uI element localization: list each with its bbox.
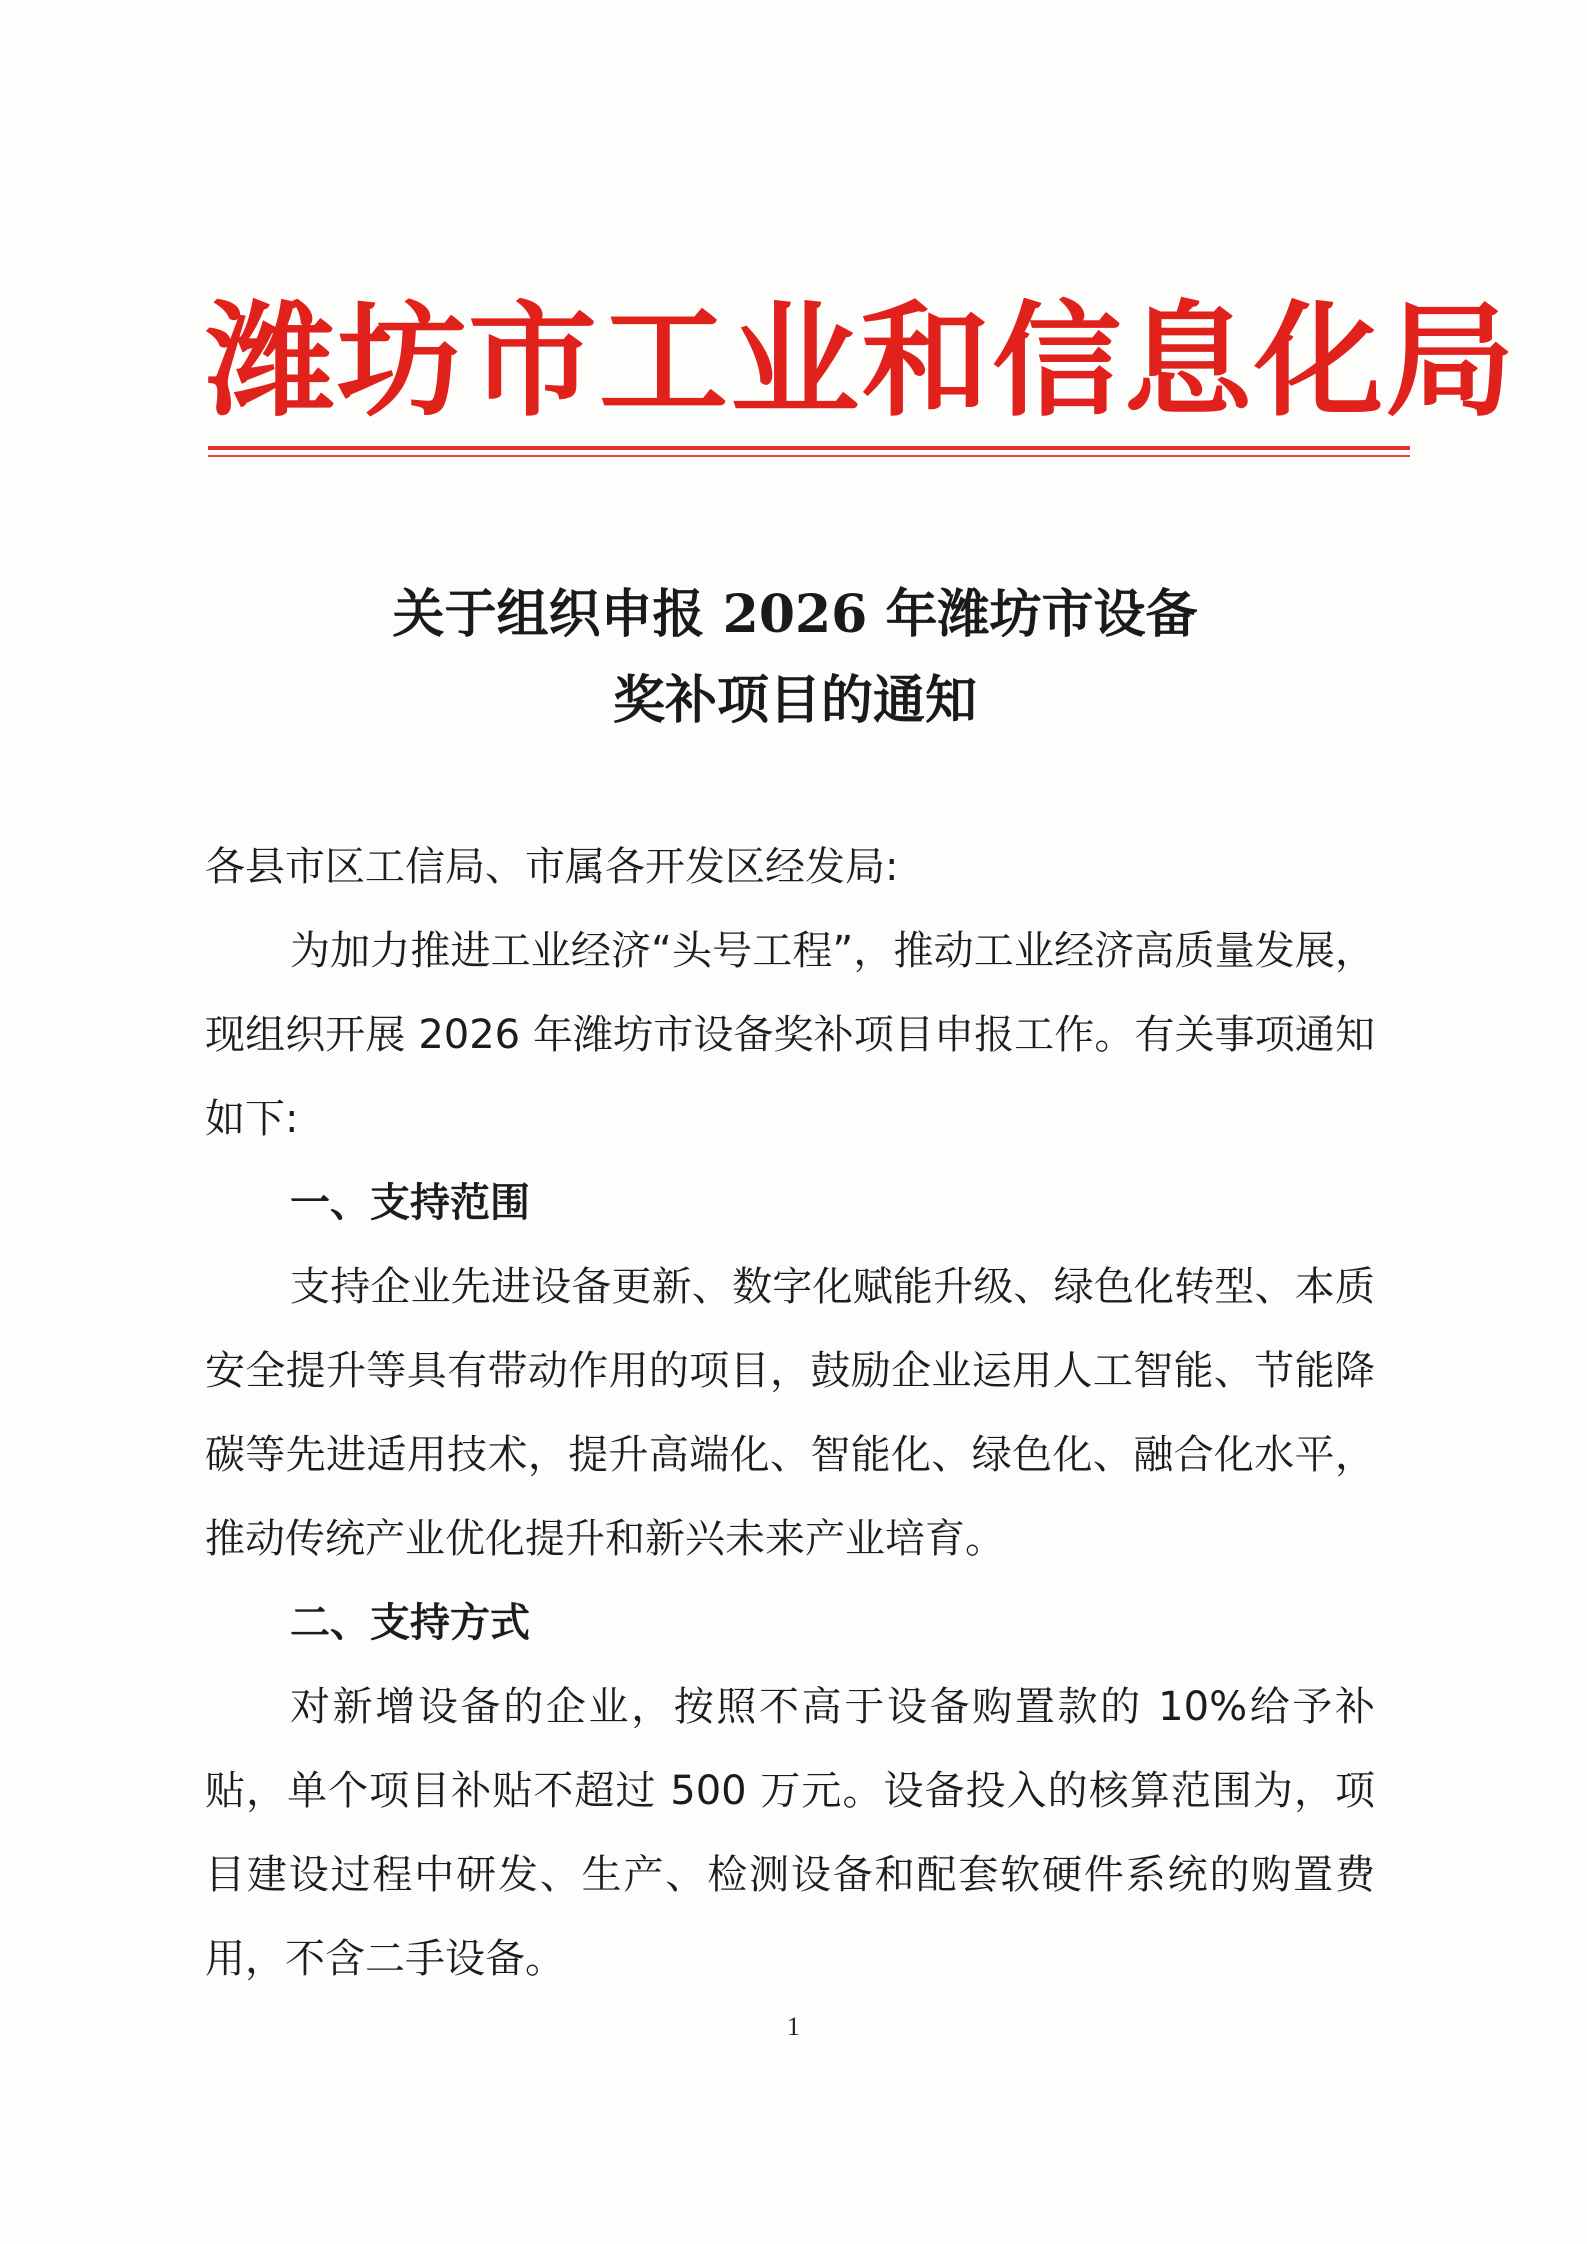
section-heading-scope: 一、支持范围: [290, 1180, 530, 1226]
issuing-authority-header: 潍坊市工业和信息化局: [206, 289, 1517, 434]
section-scope-paragraph: 支持企业先进设备更新、数字化赋能升级、绿色化转型、本质安全提升等具有带动作用的项目，鼓励企业运用人工智能、节能降碳等先进适用技术，提升高端化、智能化、绿色化、融合化水平，推动传统产业优化提升和新兴未来产业培育。: [205, 1264, 1375, 1562]
red-divider-thin: [208, 455, 1410, 457]
intro-paragraph: 为加力推进工业经济“头号工程”，推动工业经济高质量发展，现组织开展 2026 年潍坊市设备奖补项目申报工作。有关事项通知如下:: [205, 928, 1375, 1142]
document-title: [210, 572, 1380, 744]
document-title-line-2: 奖补项目的通知: [612, 670, 977, 731]
red-divider-thick: [208, 446, 1410, 450]
page-number: 1: [787, 2012, 800, 2041]
document-body: [205, 825, 1375, 2001]
salutation: 各县市区工信局、市属各开发区经发局:: [205, 844, 899, 890]
section-heading-method: 二、支持方式: [290, 1600, 530, 1646]
document-title-line-1: 关于组织申报 2026 年潍坊市设备: [392, 584, 1198, 645]
section-method-paragraph: 对新增设备的企业，按照不高于设备购置款的 10%给予补贴，单个项目补贴不超过 500 万元。设备投入的核算范围为，项目建设过程中研发、生产、检测设备和配套软硬件系统的购置费用，不含二手设备。: [205, 1684, 1375, 1982]
